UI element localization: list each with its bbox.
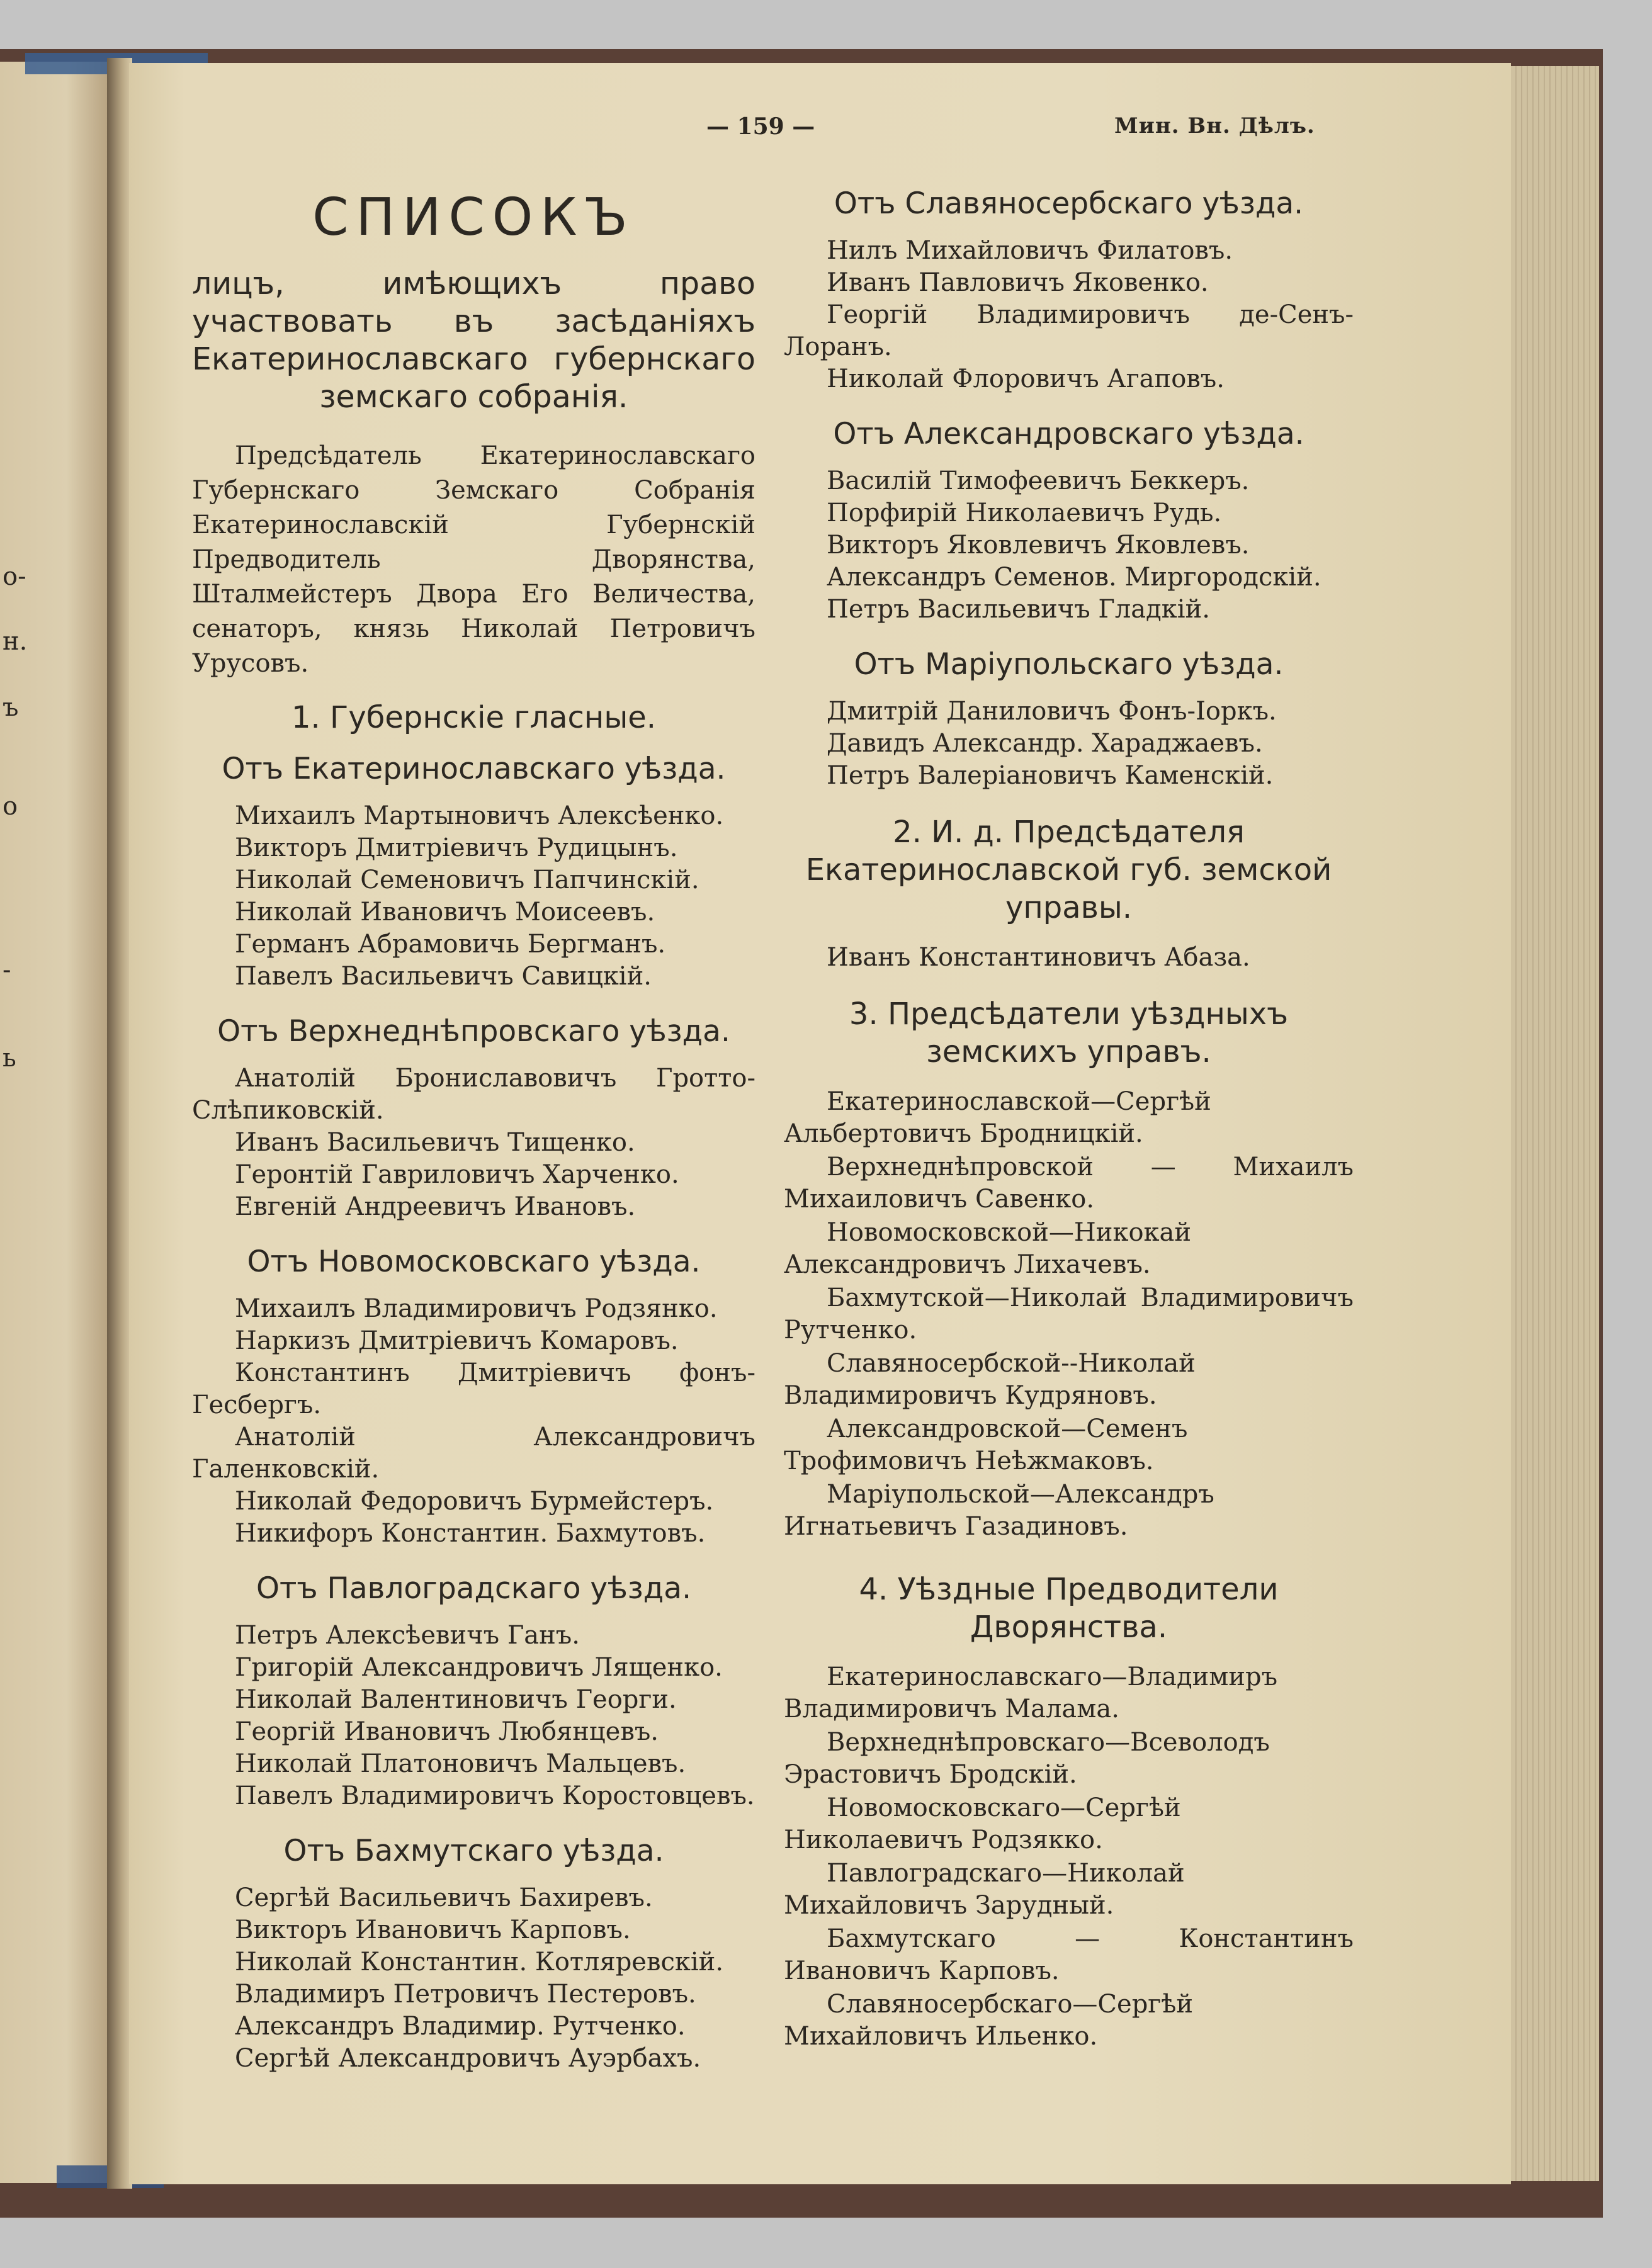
uezd-heading: Отъ Екатеринославскаго уѣзда.: [222, 752, 726, 786]
list-item: Михаилъ Мартыновичъ Алексѣенко.: [235, 801, 724, 830]
section-heading-1: 1. Губернскіе гласные.: [291, 700, 656, 735]
left-page-edge: [0, 62, 121, 2183]
group-bakhmut: [192, 1834, 755, 2075]
list-item: Петръ Валеріановичъ Каменскій.: [827, 761, 1274, 790]
list-item: Георгій Владимировичъ де-Сенъ-Лоранъ.: [784, 300, 1354, 361]
list-item: Владимиръ Петровичъ Пестеровъ.: [235, 1980, 696, 2009]
list-item: Викторъ Ивановичъ Карповъ.: [235, 1915, 631, 1944]
uezd-heading: Отъ Славяносербскаго уѣзда.: [834, 186, 1304, 221]
list-item: Николай Федоровичъ Бурмейстеръ.: [235, 1487, 714, 1516]
list-item: Давидъ Александр. Хараджаевъ.: [827, 729, 1263, 758]
left-page-fragment: -: [3, 956, 11, 984]
list-item: Василій Тимофеевичъ Беккеръ.: [827, 466, 1250, 495]
list-item: Викторъ Дмитріевичъ Рудицынъ.: [235, 833, 678, 862]
list-item: Сергѣй Александровичъ Ауэрбахъ.: [235, 2044, 701, 2073]
list-item: Геронтій Гавриловичъ Харченко.: [235, 1160, 679, 1189]
list-item: Славяносербскаго—Сергѣй Михайловичъ Ильенко.: [784, 1990, 1194, 2051]
list-item: Николай Константин. Котляревскій.: [235, 1948, 724, 1977]
list-item: Верхнеднѣпровскаго—Всеволодъ Эрастовичъ Бродскій.: [784, 1728, 1270, 1789]
list-item: Павлоградскаго—Николай Михайловичъ Зарудный.: [784, 1859, 1185, 1920]
list-item: Анатолій Брониславовичъ Гротто-Слѣпиковскій.: [192, 1064, 755, 1125]
group-aleksandrovsk: [784, 417, 1354, 626]
page-number: — 159 —: [706, 113, 815, 140]
section-4: [784, 1571, 1354, 2053]
list-item: Георгій Ивановичъ Любянцевъ.: [235, 1717, 659, 1746]
group-ekaterinoslav: [192, 752, 755, 993]
list-item: Николай Ивановичъ Моисеевъ.: [235, 898, 655, 927]
group-mariupol: [784, 647, 1354, 792]
section-heading-2: 2. И. д. Предсѣдателя Екатеринославской губ. земской управы.: [805, 815, 1332, 925]
left-page-fragment: о: [3, 792, 18, 821]
list-item: Николай Валентиновичъ Георги.: [235, 1685, 677, 1714]
uezd-heading: Отъ Бахмутскаго уѣзда.: [283, 1834, 664, 1868]
list-item: Петръ Васильевичъ Гладкій.: [827, 595, 1210, 624]
list-item: Николай Семеновичъ Папчинскій.: [235, 866, 699, 894]
uezd-heading: Отъ Александровскаго уѣзда.: [833, 417, 1304, 451]
list-item: Бахмутскаго — Константинъ Ивановичъ Карповъ.: [784, 1924, 1354, 1985]
list-item: Николай Платоновичъ Мальцевъ.: [235, 1749, 686, 1778]
list-item: Викторъ Яковлевичъ Яковлевъ.: [827, 531, 1250, 560]
list-item: Екатеринославской—Сергѣй Альбертовичъ Бродницкій.: [784, 1087, 1211, 1148]
list-item: Порфирій Николаевичъ Рудь.: [827, 499, 1222, 528]
section-2: [784, 813, 1354, 974]
group-pavlograd: [192, 1571, 755, 1812]
list-item: Верхнеднѣпровской — Михаилъ Михаиловичъ Савенко.: [784, 1153, 1354, 1214]
list-item: Сергѣй Васильевичъ Бахиревъ.: [235, 1883, 653, 1912]
book-gutter: [107, 58, 132, 2189]
list-item: Новомосковской—Никокай Александровичъ Лихачевъ.: [784, 1218, 1192, 1279]
section-heading-3: 3. Предсѣдатели уѣздныхъ земскихъ управъ.: [849, 996, 1289, 1069]
list-item: Николай Флоровичъ Агаповъ.: [827, 364, 1225, 393]
list-item: Петръ Алексѣевичъ Ганъ.: [235, 1621, 580, 1650]
list-item: Екатеринославскаго—Владимиръ Владимировичъ Малама.: [784, 1662, 1278, 1724]
list-item: Александръ Семенов. Миргородскій.: [827, 563, 1321, 592]
list-item: Иванъ Павловичъ Яковенко.: [827, 268, 1209, 297]
list-item: Анатолій Александровичъ Галенковскій.: [192, 1423, 755, 1484]
list-item: Михаилъ Владимировичъ Родзянко.: [235, 1294, 718, 1323]
chairman-paragraph: Предсѣдатель Екатеринославскаго Губернскаго Земскаго Собранія Екатеринославскій Губернскій Предводитель Дворянства, Шталмейстеръ Двора Его Величества, сенаторъ, князь Николай Петровичъ Урусовъ.: [192, 441, 755, 678]
page-edges: [1511, 66, 1599, 2181]
section-heading-4: 4. Уѣздные Предводители Дворянства.: [859, 1572, 1279, 1645]
left-page-fragment: ъ: [3, 693, 19, 722]
document-title: СПИСОКЪ: [312, 188, 635, 247]
uezd-heading: Отъ Павлоградскаго уѣзда.: [256, 1571, 692, 1606]
list-item: Германъ Абрамовичь Бергманъ.: [235, 930, 666, 959]
list-item: Иванъ Константиновичъ Абаза.: [827, 943, 1250, 972]
left-page-fragment: ь: [3, 1044, 16, 1073]
list-item: Славяносербской--Николай Владимировичъ Кудряновъ.: [784, 1349, 1196, 1410]
list-item: Маріупольской—Александръ Игнатьевичъ Газадиновъ.: [784, 1480, 1214, 1541]
uezd-heading: Отъ Верхнеднѣпровскаго уѣзда.: [217, 1014, 730, 1049]
list-item: Наркизъ Дмитріевичъ Комаровъ.: [235, 1326, 679, 1355]
uezd-heading: Отъ Новомосковскаго уѣзда.: [247, 1244, 701, 1279]
right-column: [784, 164, 1354, 2054]
document-subtitle: лицъ, имѣющихъ право участвовать въ засѣданіяхъ Екатеринославскаго губернскаго земскаго собранія.: [192, 266, 755, 415]
left-page-fragment: н.: [3, 627, 28, 656]
running-head: Мин. Вн. Дѣлъ.: [1114, 113, 1315, 138]
list-item: Константинъ Дмитріевичъ фонъ-Гесбергъ.: [192, 1358, 755, 1419]
list-item: Павелъ Васильевичъ Савицкій.: [235, 962, 652, 991]
section-3: [784, 995, 1354, 1543]
list-item: Григорій Александровичъ Лященко.: [235, 1653, 723, 1682]
list-item: Дмитрій Даниловичъ Фонъ-Іоркъ.: [827, 697, 1277, 726]
list-item: Никифоръ Константин. Бахмутовъ.: [235, 1519, 706, 1548]
list-item: Новомосковскаго—Сергѣй Николаевичъ Родзякко.: [784, 1793, 1181, 1854]
list-item: Бахмутской—Николай Владимировичъ Рутченко.: [784, 1284, 1354, 1345]
left-column: [192, 164, 755, 2075]
group-novomoskovsk: [192, 1244, 755, 1550]
group-verkhnedneprovsk: [192, 1014, 755, 1223]
list-item: Павелъ Владимировичъ Коростовцевъ.: [235, 1781, 755, 1810]
list-item: Нилъ Михайловичъ Филатовъ.: [827, 236, 1233, 265]
uezd-heading: Отъ Маріупольскаго уѣзда.: [854, 647, 1284, 682]
list-item: Иванъ Васильевичъ Тищенко.: [235, 1128, 635, 1157]
left-page-fragment: о-: [3, 562, 26, 591]
list-item: Александръ Владимир. Рутченко.: [235, 2012, 686, 2041]
list-item: Александровской—Семенъ Трофимовичъ Неѣжмаковъ.: [784, 1414, 1188, 1475]
list-item: Евгеній Андреевичъ Ивановъ.: [235, 1192, 636, 1221]
group-slavyanoserbsk: [784, 186, 1354, 395]
